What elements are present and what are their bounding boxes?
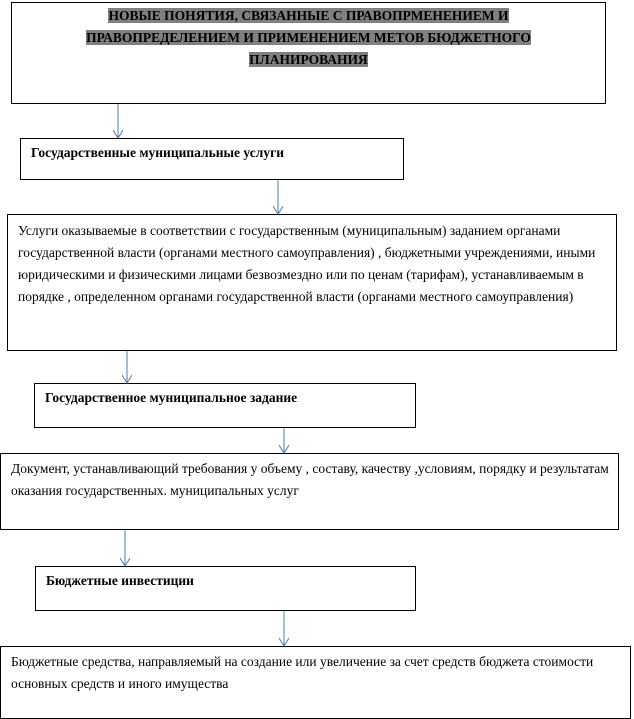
heading-investments: Бюджетные инвестиции xyxy=(46,573,194,588)
definition-services: Услуги оказываемые в соответствии с государственным (муниципальным) заданием органами государственной власти (органами местного самоуправления) , бюджетными учреждениями, иными юридическими и физическими лицами безвозмездно или по ценам (тарифам), устанавливаемым в порядке , определенном органами государственной власти (органами местного самоуправления) xyxy=(18,223,596,304)
heading-services: Государственные муниципальные услуги xyxy=(31,145,284,160)
diagram-title: НОВЫЕ ПОНЯТИЯ, СВЯЗАННЫЕ С ПРАВОПРМЕНЕНИЕМ И ПРАВОПРЕДЕЛЕНИЕМ И ПРИМЕНЕНИЕМ МЕТОВ БЮДЖЕТНОГО ПЛАНИРОВАНИЯ xyxy=(86,8,531,67)
heading-task: Государственное муниципальное задание xyxy=(45,390,298,405)
definition-task: Документ, устанавливающий требования у объему , составу, качеству ,условиям, порядку и результатам оказания государственных. муниципальных услуг xyxy=(11,461,609,498)
definition-investments: Бюджетные средства, направляемый на создание или увеличение за счет средств бюджета стоимости основных средств и иного имущества xyxy=(11,654,594,691)
